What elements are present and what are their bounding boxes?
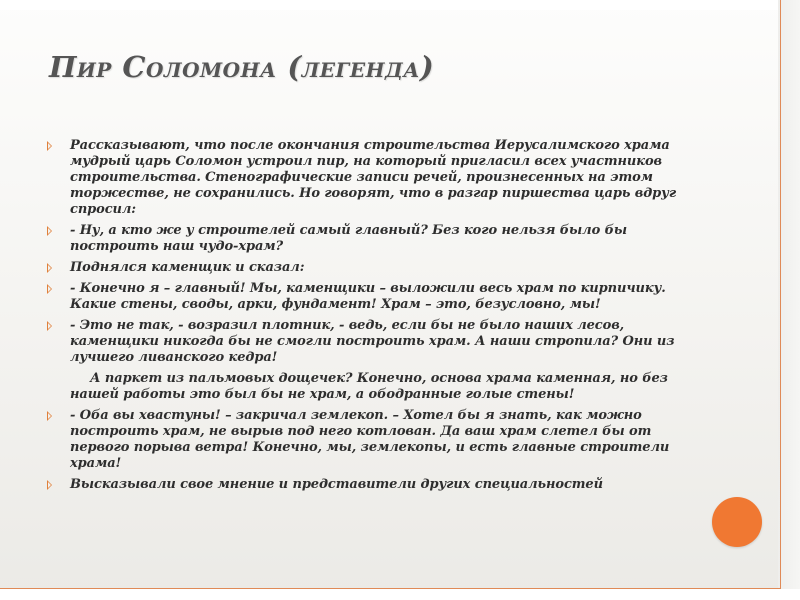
frame-right-line xyxy=(780,0,781,600)
paragraph-text: А паркет из пальмовых дощечек? Конечно, основа храма каменная, но без нашей работы это был бы не храм, а ободранные голые стены! xyxy=(70,371,668,402)
frame-top-band xyxy=(0,0,800,10)
paragraph-carpenter-continued xyxy=(45,371,685,403)
bullet-arrow-icon xyxy=(47,263,55,272)
paragraph-text: - Это не так, - возразил плотник, - ведь, если бы не было наших лесов, каменщики никогда бы не смогли построить храм. А наши стропила? Они из лучшего ливанского кедра! xyxy=(70,318,675,365)
paragraph-text: Поднялся каменщик и сказал: xyxy=(70,260,305,275)
slide-title: Пир Соломона (легенда) xyxy=(49,50,435,84)
bullet-arrow-icon xyxy=(47,141,55,150)
frame-bottom-band xyxy=(0,589,800,600)
bullet-arrow-icon xyxy=(47,284,55,293)
paragraph-text: Высказывали свое мнение и представители других специальностей xyxy=(70,477,603,492)
bullet-arrow-icon xyxy=(47,226,55,235)
paragraph-text: - Конечно я – главный! Мы, каменщики – выложили весь храм по кирпичику. Какие стены, своды, арки, фундамент! Храм – это, безусловно, мы! xyxy=(70,281,666,312)
paragraph-intro xyxy=(45,138,685,218)
bullet-arrow-icon xyxy=(47,411,55,420)
paragraph-digger-speech xyxy=(45,408,685,472)
paragraph-king-question xyxy=(45,223,685,255)
frame-right-band xyxy=(778,0,800,600)
paragraph-text: Рассказывают, что после окончания строительства Иерусалимского храма мудрый царь Соломон устроил пир, на который пригласил всех участников строительства. Стенографические записи речей, произнесенных на этом торжестве, не сохранились. Но говорят, что в разгар пиршества царь вдруг спросил: xyxy=(70,138,677,217)
slide-body xyxy=(45,138,685,498)
paragraph-text: - Оба вы хвастуны! – закричал землекоп. – Хотел бы я знать, как можно построить храм, не вырыв под него котлован. Да ваш храм слетел бы от первого порыва ветра! Конечно, мы, землекопы, и есть главные строители храма! xyxy=(70,408,670,471)
bullet-arrow-icon xyxy=(47,480,55,489)
paragraph-carpenter-speech xyxy=(45,318,685,366)
paragraph-text: - Ну, а кто же у строителей самый главный? Без кого нельзя было бы построить наш чудо-храм? xyxy=(70,223,628,254)
paragraph-mason-rises xyxy=(45,260,685,276)
paragraph-mason-speech xyxy=(45,281,685,313)
paragraph-others xyxy=(45,477,685,493)
bullet-arrow-icon xyxy=(47,321,55,330)
orange-circle-decoration xyxy=(712,497,762,547)
